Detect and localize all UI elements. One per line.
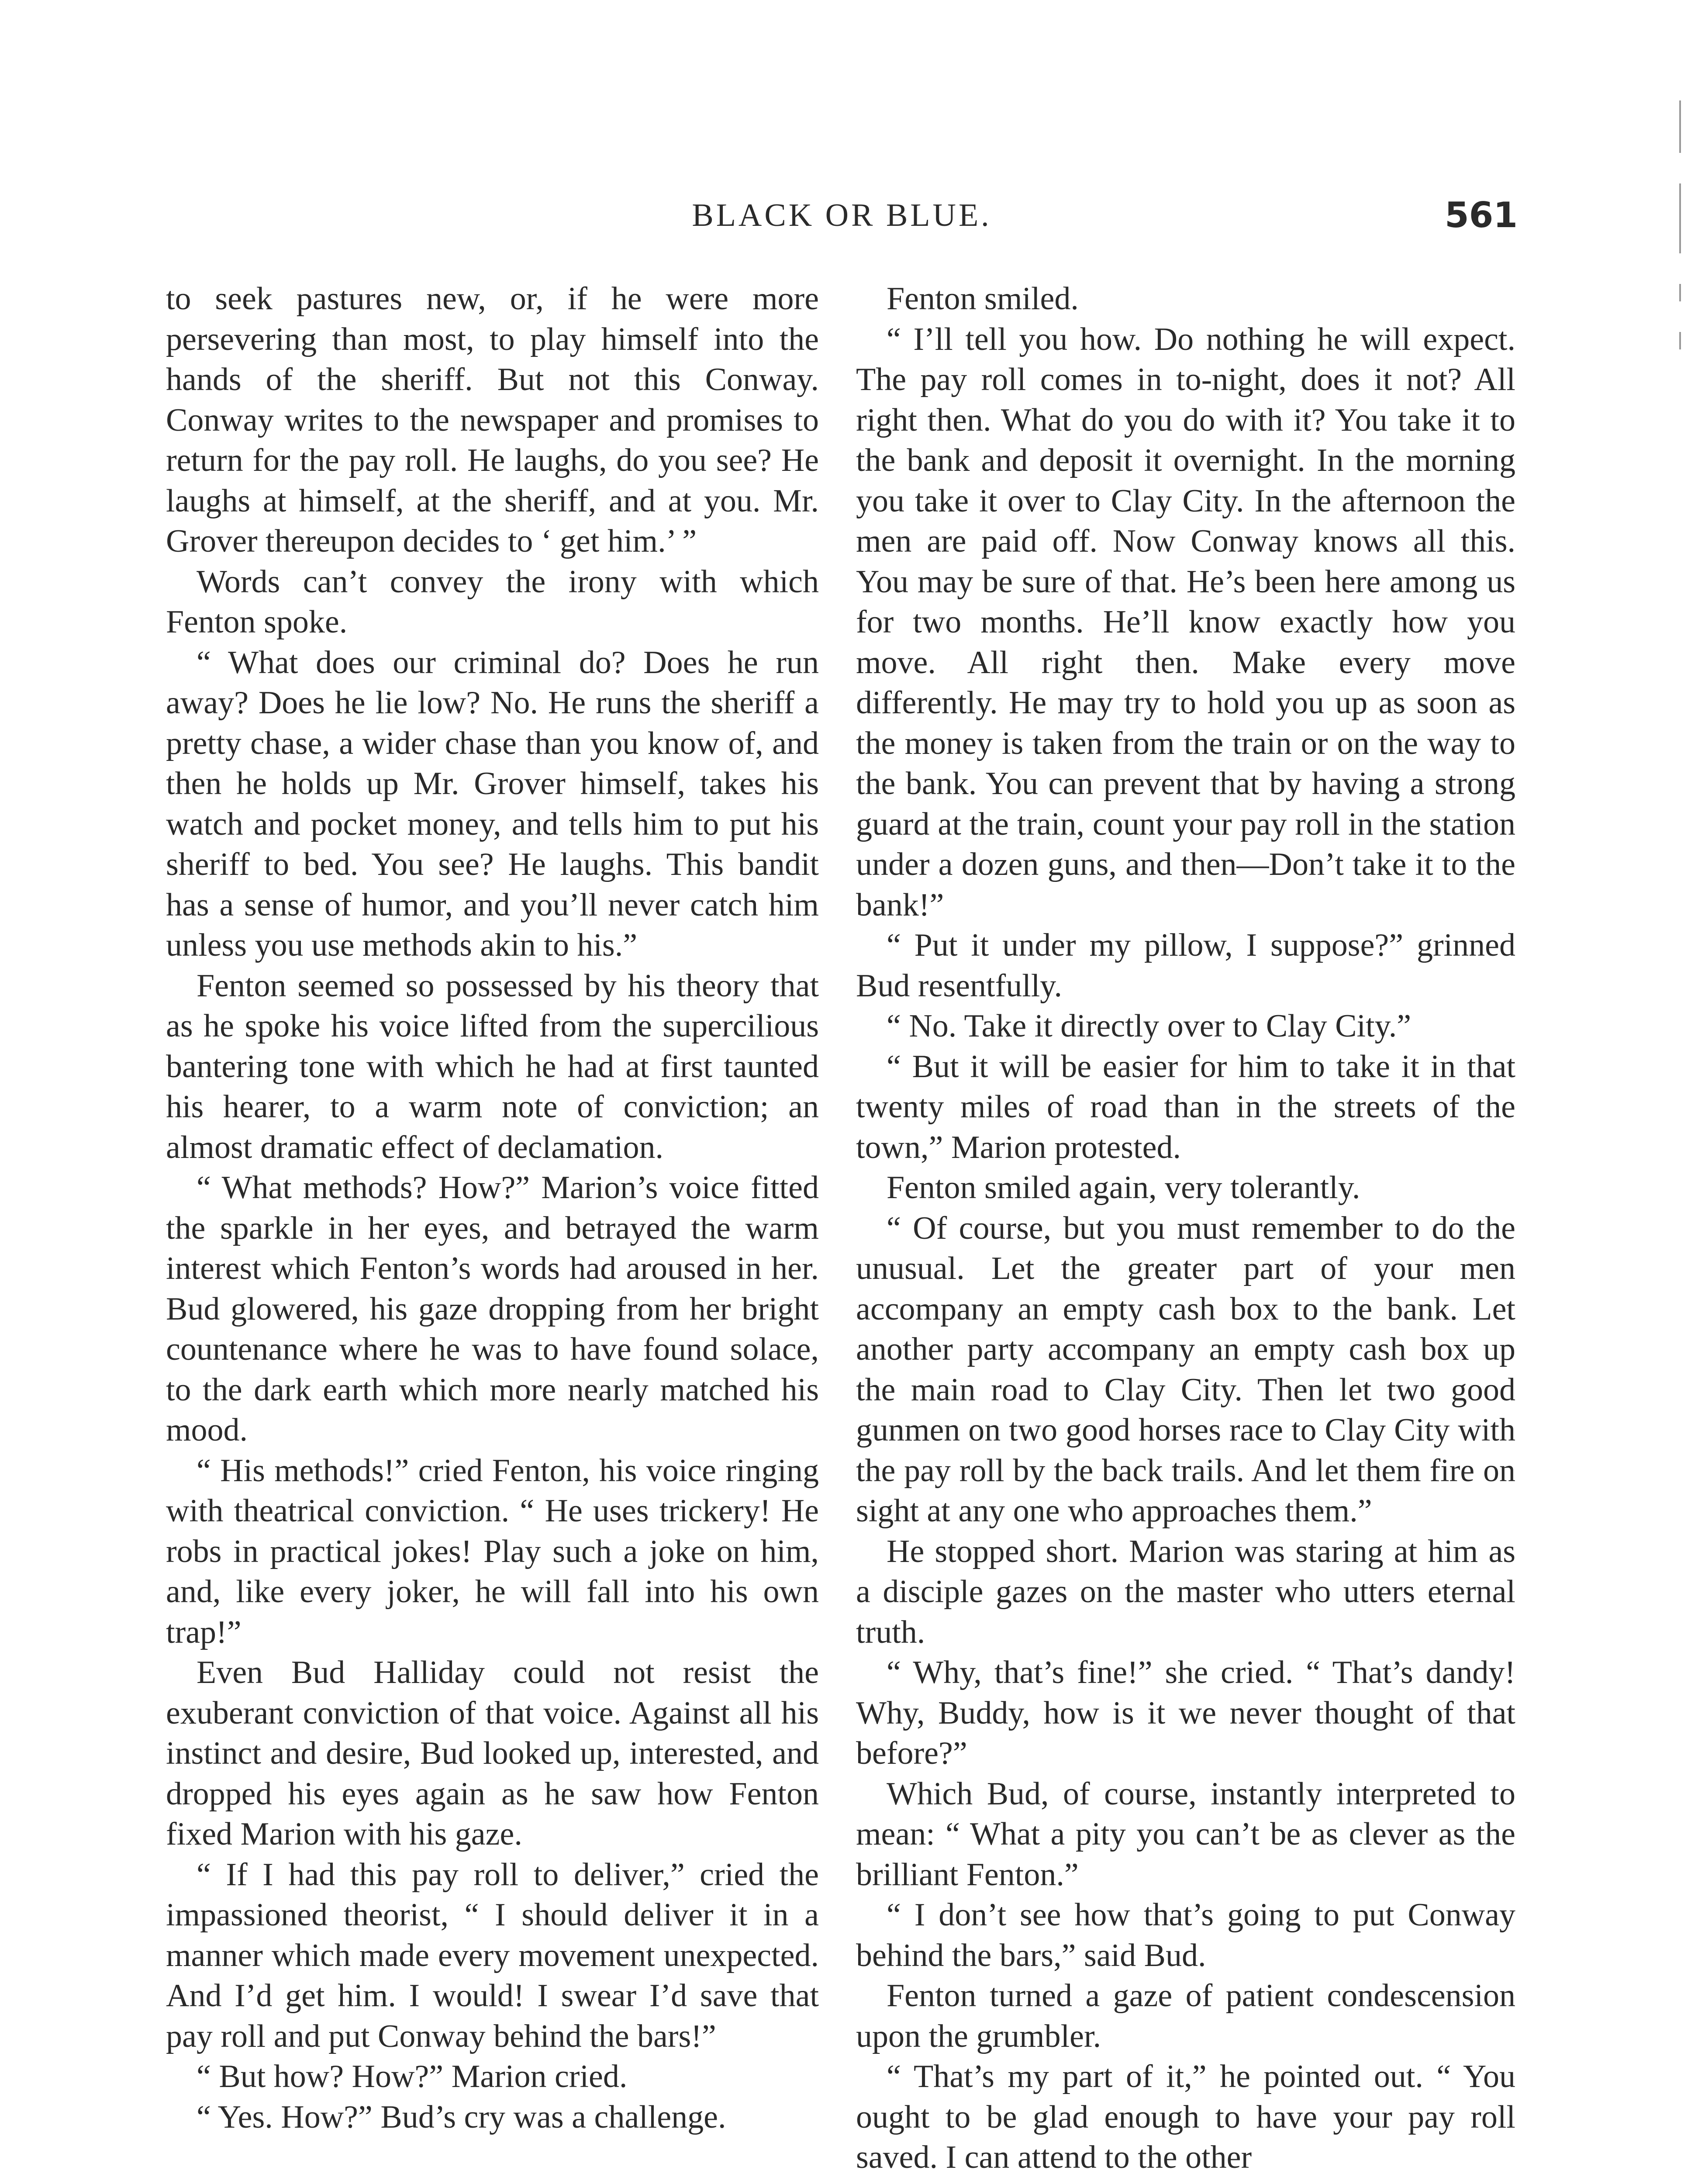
page-number: 561 <box>1445 195 1518 235</box>
paragraph: “ If I had this pay roll to deliver,” cried the impassioned theorist, “ I should deliver it in a manner which made every movement unexpected. And I’d get him. I would! I swear I’d save that pay roll and put Conway behind the bars!” <box>166 1856 819 2054</box>
paragraph: “ But how? How?” Marion cried. <box>197 2059 628 2094</box>
paragraph: “ What does our criminal do? Does he run away? Does he lie low? No. He runs the sheriff a pretty chase, a wider chase than you know of, and then he holds up Mr. Grover himself, takes his watch and pocket money, and tells him to put his sheriff to bed. You see? He laughs. This bandit has a sense of humor, and you’ll never catch him unless you use methods akin to his.” <box>166 644 819 963</box>
left-column <box>166 279 819 2137</box>
paragraph: “ Put it under my pillow, I suppose?” grinned Bud resentfully. <box>856 927 1515 1004</box>
paragraph: “ His methods!” cried Fenton, his voice ringing with theatrical conviction. “ He uses trickery! He robs in practical jokes! Play such a joke on him, and, like every joker, he will fall into his own trap!” <box>166 1452 819 1650</box>
margin-scratch-mark <box>1679 284 1681 301</box>
paragraph: Fenton turned a gaze of patient condescension upon the grumbler. <box>856 1978 1515 2054</box>
paragraph: “ Of course, but you must remember to do the unusual. Let the greater part of your men accompany an empty cash box to the bank. Let another party accompany an empty cash box up the main road to Clay City. Then let two good gunmen on two good horses race to Clay City with the pay roll by the back trails. And let them fire on sight at any one who approaches them.” <box>856 1210 1515 1529</box>
paragraph: Fenton smiled. <box>887 281 1079 317</box>
paragraph: “ I don’t see how that’s going to put Conway behind the bars,” said Bud. <box>856 1897 1515 1973</box>
paragraph: “ What methods? How?” Marion’s voice fitted the sparkle in her eyes, and betrayed the warm interest which Fenton’s words had aroused in her. Bud glowered, his gaze dropping from her bright countenance where he was to have found solace, to the dark earth which more nearly matched his mood. <box>166 1170 819 1448</box>
paragraph: “ Yes. How?” Bud’s cry was a challenge. <box>197 2099 726 2135</box>
paragraph: “ But it will be easier for him to take it in that twenty miles of road than in the streets of the town,” Marion protested. <box>856 1048 1515 1165</box>
paragraph: Words can’t convey the irony with which Fenton spoke. <box>166 563 819 640</box>
paragraph: “ That’s my part of it,” he pointed out. “ You ought to be glad enough to have your pay roll saved. I can attend to the other <box>856 2059 1515 2175</box>
margin-scratch-mark <box>1679 332 1681 349</box>
paragraph: Fenton seemed so possessed by his theory that as he spoke his voice lifted from the supercilious bantering tone with which he had at first taunted his hearer, to a warm note of conviction; an almost dramatic effect of declamation. <box>166 968 819 1165</box>
running-header <box>166 191 1518 239</box>
paragraph: He stopped short. Marion was staring at him as a disciple gazes on the master who utters eternal truth. <box>856 1533 1515 1650</box>
paragraph: to seek pastures new, or, if he were more persevering than most, to play himself into the hands of the sheriff. But not this Conway. Conway writes to the newspaper and promises to return for the pay roll. He laughs, do you see? He laughs at himself, at the sheriff, and at you. Mr. Grover thereupon decides to ‘ get him.’ ” <box>166 281 819 559</box>
paragraph: “ No. Take it directly over to Clay City.” <box>887 1008 1412 1044</box>
paragraph: “ Why, that’s fine!” she cried. “ That’s dandy! Why, Buddy, how is it we never thought of that before?” <box>856 1655 1515 1771</box>
running-title: BLACK OR BLUE. <box>692 197 992 233</box>
right-column <box>856 279 1515 2178</box>
paragraph: Fenton smiled again, very tolerantly. <box>887 1170 1360 1206</box>
paragraph: Which Bud, of course, instantly interpreted to mean: “ What a pity you can’t be as clever as the brilliant Fenton.” <box>856 1776 1515 1893</box>
paragraph: “ I’ll tell you how. Do nothing he will expect. The pay roll comes in to-night, does it not? All right then. What do you do with it? You take it to the bank and deposit it overnight. In the morning you take it over to Clay City. In the afternoon the men are paid off. Now Conway knows all this. You may be sure of that. He’s been here among us for two months. He’ll know exactly how you move. All right then. Make every move differently. He may try to hold you up as soon as the money is taken from the train or on the way to the bank. You can prevent that by having a strong guard at the train, count your pay roll in the station under a dozen guns, and then—Don’t take it to the bank!” <box>856 321 1515 923</box>
margin-scratch-mark <box>1679 183 1681 253</box>
margin-scratch-mark <box>1679 100 1681 153</box>
paragraph: Even Bud Halliday could not resist the exuberant conviction of that voice. Against all his instinct and desire, Bud looked up, interested, and dropped his eyes again as he saw how Fenton fixed Marion with his gaze. <box>166 1655 819 1852</box>
